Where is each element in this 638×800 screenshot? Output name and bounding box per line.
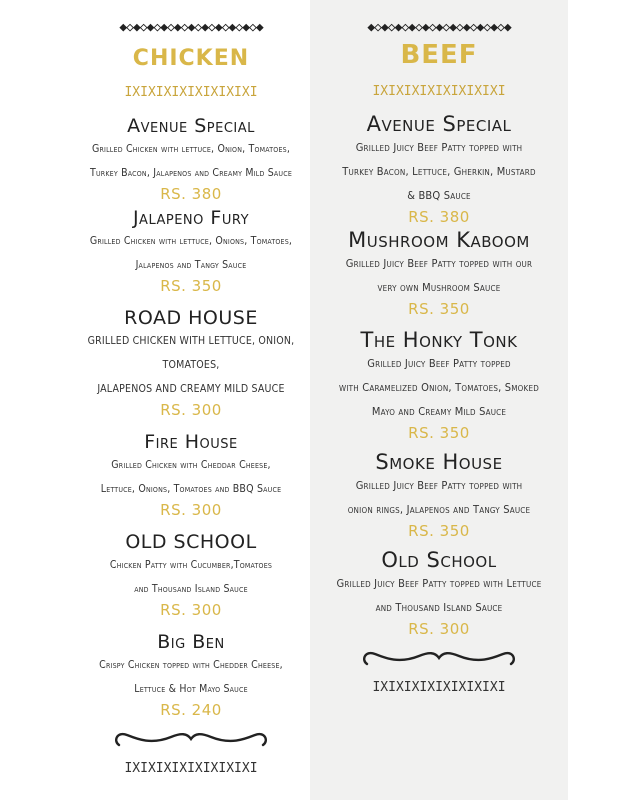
chicken-items: [70, 103, 312, 719]
item-price: RS. 240: [160, 701, 222, 719]
item-price: RS. 350: [408, 424, 470, 442]
item-name: The Honky Tonk: [360, 328, 518, 352]
menu-item: [101, 431, 282, 519]
item-description: Grilled Juicy Beef Patty topped with Turkey Bacon, Lettuce, Gherkin, Mustard & BBQ Sauce: [342, 141, 536, 202]
bottom-ix-border: IXIXIXIXIXIXIXIXI: [372, 680, 506, 695]
item-price: RS. 300: [160, 601, 222, 619]
menu-item: [339, 328, 539, 442]
item-name: Fire House: [144, 431, 238, 453]
item-description: Grilled Chicken with Cheddar Cheese, Lettuce, Onions, Tomatoes and BBQ Sauce: [100, 459, 282, 495]
item-name: Smoke House: [375, 450, 503, 474]
chicken-section-title: CHICKEN: [132, 46, 250, 71]
menu-item: [99, 631, 283, 719]
item-price: RS. 350: [408, 300, 470, 318]
menu-item: [337, 548, 542, 638]
item-name: Avenue Special: [366, 112, 512, 136]
menu-item: [346, 228, 532, 318]
top-ornament-border: ◆◇◆◇◆◇◆◇◆◇◆◇◆◇◆◇◆◇◆◇◆: [119, 20, 263, 35]
menu-item: [70, 307, 312, 419]
swirl-ornament-icon: [111, 723, 271, 753]
item-description: Grilled Juicy Beef Patty topped with onion rings, Jalapenos and Tangy Sauce: [347, 479, 531, 516]
item-price: RS. 300: [160, 401, 222, 419]
item-description: Grilled Juicy Beef Patty topped with Caramelized Onion, Tomatoes, Smoked Mayo and Creamy Mild Sauce: [339, 357, 539, 418]
chicken-column: [70, 0, 312, 800]
item-description: Grilled Chicken with lettuce, Onions, Tomatoes, Jalapenos and Tangy Sauce: [89, 235, 293, 271]
item-price: RS. 300: [408, 620, 470, 638]
swirl-ornament-icon: [359, 642, 519, 672]
gold-ix-divider: IXIXIXIXIXIXIXIXI: [124, 85, 258, 100]
item-price: RS. 380: [408, 208, 470, 226]
item-name: Mushroom Kaboom: [348, 228, 530, 252]
beef-items: [310, 102, 568, 638]
item-description: Grilled Juicy Beef Patty topped with our very own Mushroom Sauce: [345, 257, 533, 294]
item-name: Old School: [381, 548, 497, 572]
item-description: Grilled Chicken with lettuce, Onion, Tomatoes, Turkey Bacon, Jalapenos and Creamy Mild Sauce: [90, 143, 292, 179]
item-description: GRILLED CHICKEN WITH LETTUCE, ONION, TOMATOES, JALAPENOS AND CREAMY MILD SAUCE: [87, 335, 295, 395]
menu-item: [90, 207, 292, 295]
item-name: Big Ben: [157, 631, 225, 653]
beef-section-title: BEEF: [400, 40, 478, 70]
item-price: RS. 350: [160, 277, 222, 295]
item-price: RS. 380: [160, 185, 222, 203]
top-ornament-border: ◆◇◆◇◆◇◆◇◆◇◆◇◆◇◆◇◆◇◆◇◆: [367, 20, 511, 35]
gold-ix-divider: IXIXIXIXIXIXIXIXI: [372, 84, 506, 99]
item-name: ROAD HOUSE: [124, 307, 258, 329]
item-price: RS. 350: [408, 522, 470, 540]
menu-item: [342, 112, 535, 226]
item-name: OLD SCHOOL: [125, 531, 257, 553]
item-name: Avenue Special: [127, 115, 255, 137]
menu-item: [110, 531, 272, 619]
item-price: RS. 300: [160, 501, 222, 519]
beef-column: [310, 0, 568, 800]
item-description: Grilled Juicy Beef Patty topped with Lettuce and Thousand Island Sauce: [336, 577, 542, 614]
item-description: Crispy Chicken topped with Chedder Cheese, Lettuce & Hot Mayo Sauce: [99, 659, 283, 695]
item-description: Chicken Patty with Cucumber,Tomatoes and Thousand Island Sauce: [109, 559, 273, 595]
menu-item: [90, 115, 292, 203]
menu-item: [348, 450, 531, 540]
item-name: Jalapeno Fury: [132, 207, 250, 229]
bottom-ix-border: IXIXIXIXIXIXIXIXI: [124, 761, 258, 776]
